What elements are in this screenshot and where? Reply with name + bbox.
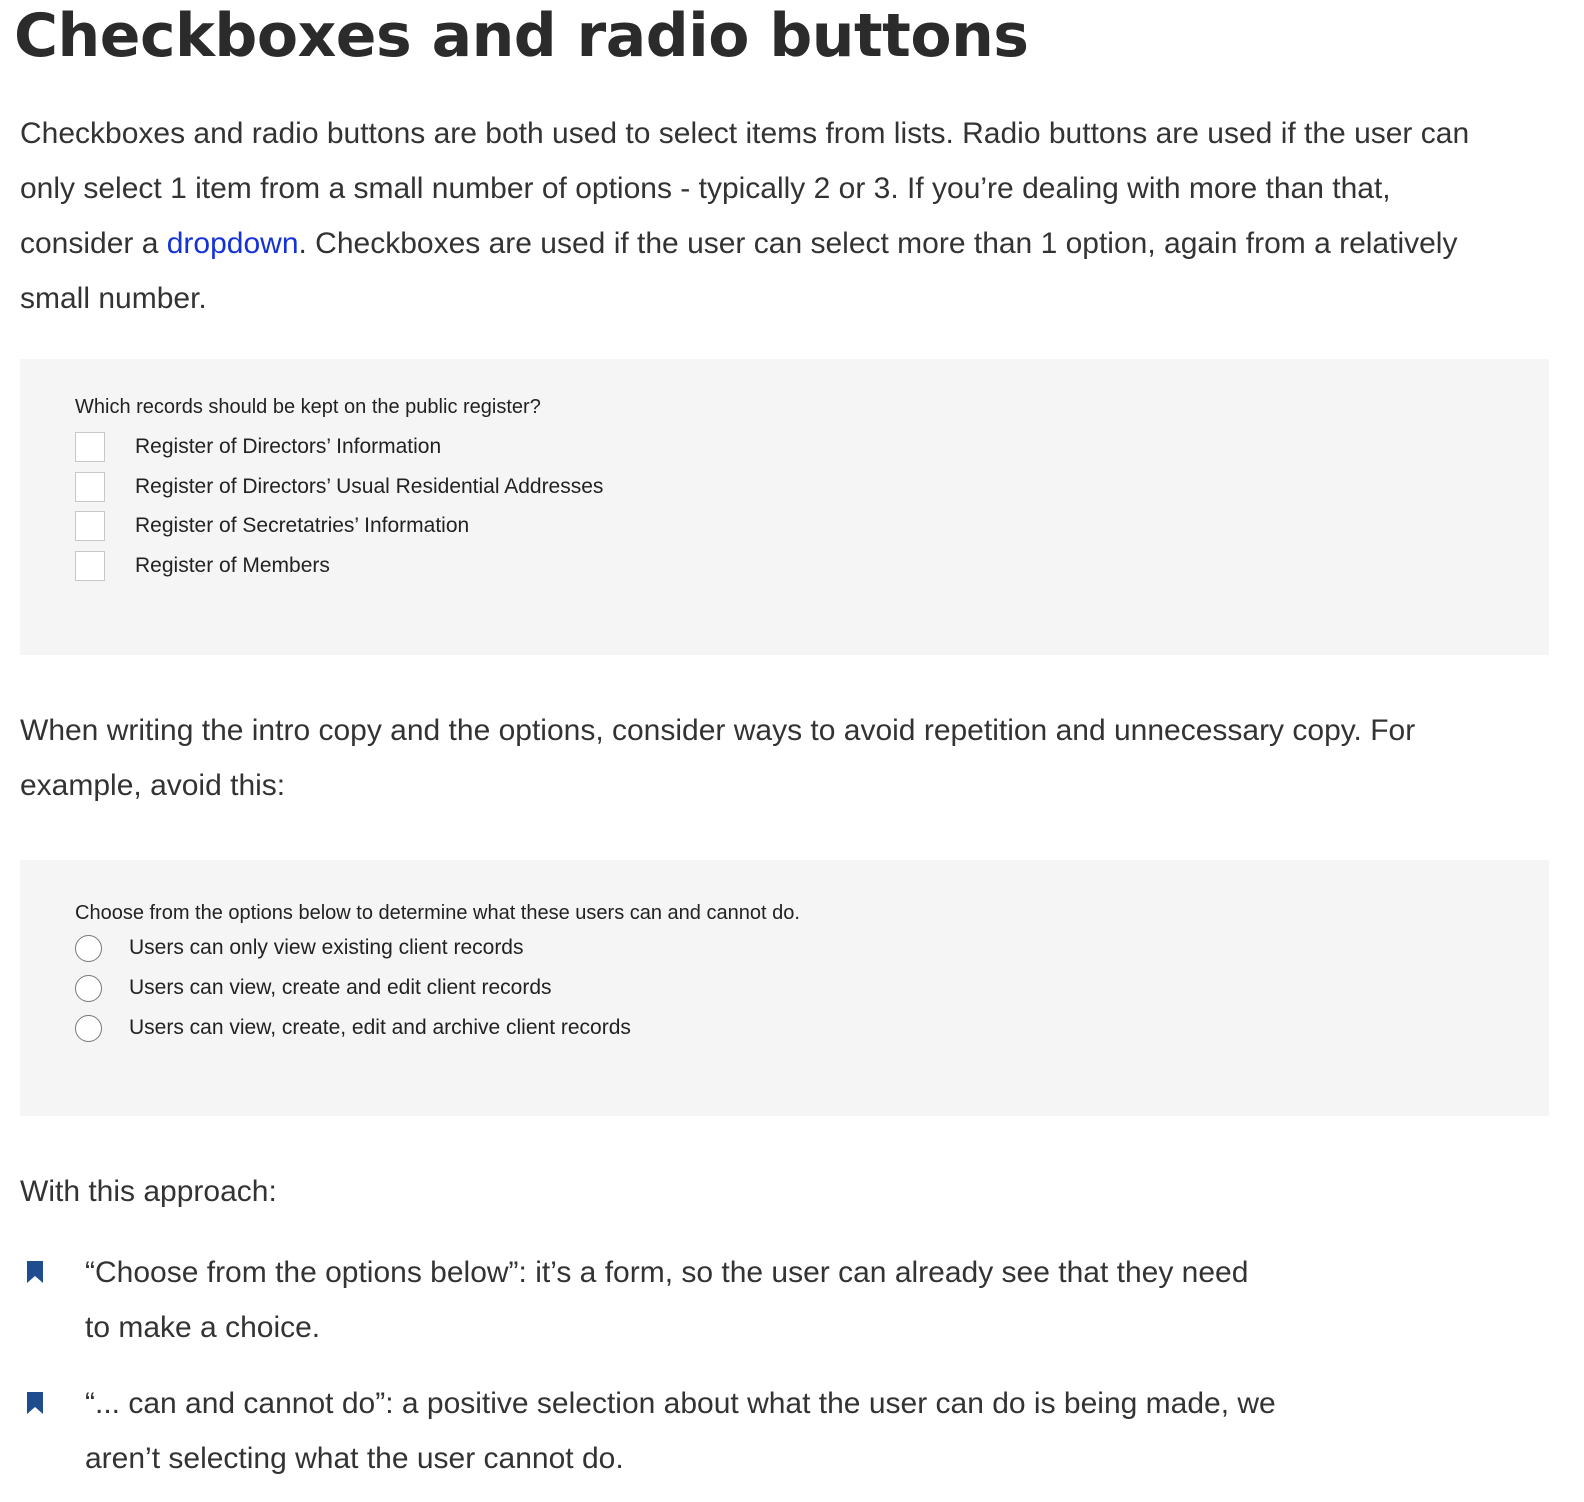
bullet-text (85, 1376, 1276, 1486)
checkbox-example-box (20, 359, 1549, 655)
checkbox[interactable] (75, 511, 105, 541)
checkbox-label[interactable]: Register of Members (135, 554, 330, 577)
radio-label[interactable]: Users can only view existing client records (129, 936, 524, 959)
bullet-line: “Choose from the options below”: it’s a form, so the user can already see that they need (85, 1256, 1249, 1289)
checkbox[interactable] (75, 551, 105, 581)
checkbox-label[interactable]: Register of Directors’ Usual Residential Addresses (135, 475, 604, 498)
checkbox[interactable] (75, 472, 105, 502)
checkbox-label[interactable]: Register of Secretatries’ Information (135, 514, 470, 537)
bullet-line: “... can and cannot do”: a positive selection about what the user can do is being made, we (85, 1387, 1276, 1420)
bullet-line: to make a choice. (85, 1311, 321, 1344)
guidance-line: example, avoid this: (20, 769, 286, 802)
bullet-text (85, 1245, 1248, 1355)
radio-button[interactable] (75, 1015, 102, 1042)
checkbox-legend: Which records should be kept on the public register? (75, 396, 541, 418)
intro-line-with-link (20, 216, 1469, 271)
intro-paragraph (20, 106, 1469, 326)
intro-text: consider a (20, 227, 167, 260)
writing-guidance-paragraph (20, 703, 1415, 813)
guidance-line: When writing the intro copy and the options, consider ways to avoid repetition and unnecessary copy. For (20, 714, 1416, 747)
radio-label[interactable]: Users can view, create and edit client records (129, 976, 552, 999)
page-title: Checkboxes and radio buttons (14, 1, 1029, 71)
intro-text: . Checkboxes are used if the user can select more than 1 option, again from a relatively (298, 227, 1458, 260)
bookmark-icon (26, 1261, 44, 1283)
radio-example-box (20, 860, 1549, 1116)
dropdown-link[interactable]: dropdown (166, 227, 299, 260)
radio-button[interactable] (75, 975, 102, 1002)
intro-line: only select 1 item from a small number of options - typically 2 or 3. If you’re dealing with more than that, (20, 172, 1391, 205)
intro-line: Checkboxes and radio buttons are both used to select items from lists. Radio buttons are used if the user can (20, 117, 1470, 150)
bullet-line: aren’t selecting what the user cannot do. (85, 1442, 624, 1475)
checkbox[interactable] (75, 432, 105, 462)
radio-legend: Choose from the options below to determine what these users can and cannot do. (75, 902, 800, 924)
radio-button[interactable] (75, 935, 102, 962)
radio-label[interactable]: Users can view, create, edit and archive client records (129, 1016, 631, 1039)
checkbox-label[interactable]: Register of Directors’ Information (135, 435, 442, 458)
bookmark-icon (26, 1392, 44, 1414)
intro-line: small number. (20, 282, 207, 315)
approach-intro: With this approach: (20, 1175, 277, 1208)
